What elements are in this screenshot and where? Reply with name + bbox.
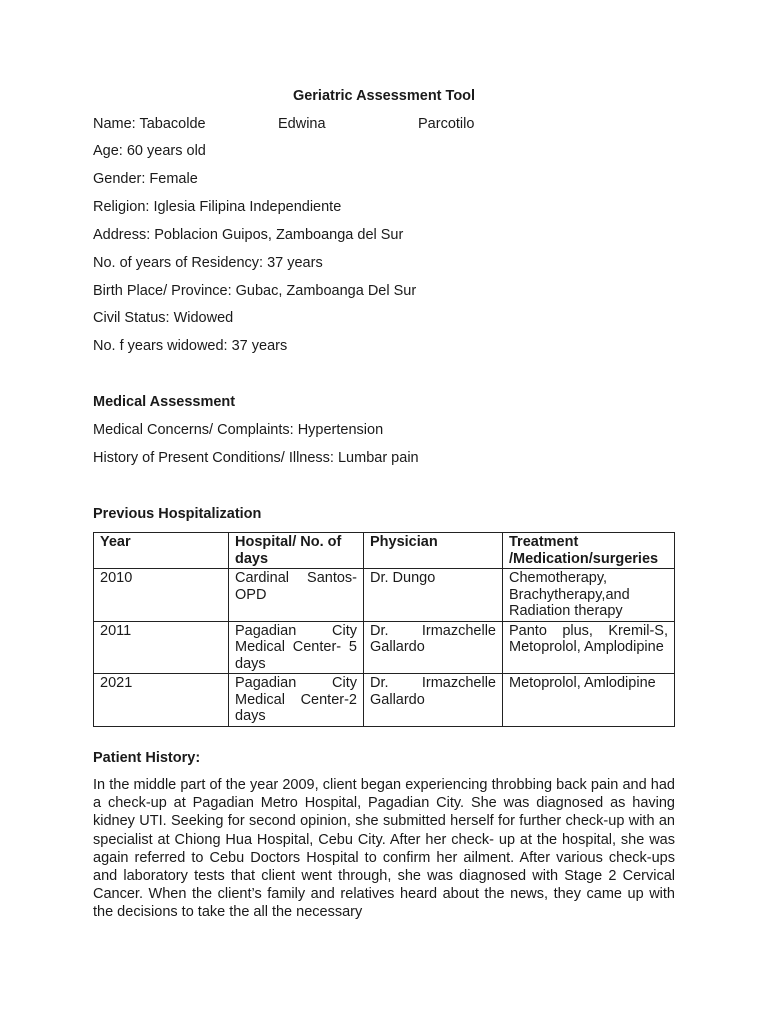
previous-hospitalization-heading: Previous Hospitalization xyxy=(93,506,262,522)
name-line xyxy=(93,116,675,132)
address-line: Address: Poblacion Guipos, Zamboanga del Sur xyxy=(93,227,404,243)
age-line: Age: 60 years old xyxy=(93,143,206,159)
patient-history-paragraph: In the middle part of the year 2009, client began experiencing throbbing back pain and had a check-up at Pagadian Metro Hospital, Pagadian City. She was diagnosed as having kidney UTI. Seeking for second opinion, she submitted herself for further check-up with an specialist at Chiong Hua Hospital, Cebu City. After her check- up at the hospital, she was again referred to Cebu Doctors Hospital to confirm her ailment. After various check-ups and laboratory tests that client went through, she was diagnosed with Stage 2 Cervical Cancer. When the client’s family and relatives heard about the news, they came up with the decisions to take the all the necessary xyxy=(93,777,675,921)
cell-treatment: Metoprolol, Amlodipine xyxy=(503,674,675,727)
name-first: Edwina xyxy=(278,116,326,132)
table-row xyxy=(94,569,675,622)
civil-status-line: Civil Status: Widowed xyxy=(93,310,234,326)
document-title: Geriatric Assessment Tool xyxy=(292,88,476,104)
residency-line: No. of years of Residency: 37 years xyxy=(93,255,323,271)
column-header-treatment: Treatment /Medication/surgeries xyxy=(503,533,675,569)
years-widowed-line: No. f years widowed: 37 years xyxy=(93,338,288,354)
patient-history-heading: Patient History: xyxy=(93,750,201,766)
cell-physician: Dr. Irmazchelle Gallardo xyxy=(364,674,503,727)
cell-hospital: Pagadian City Medical Center-2 days xyxy=(229,674,364,727)
column-header-year: Year xyxy=(94,533,229,569)
cell-physician: Dr. Dungo xyxy=(364,569,503,622)
religion-line: Religion: Iglesia Filipina Independiente xyxy=(93,199,342,215)
cell-year: 2010 xyxy=(94,569,229,622)
cell-treatment: Chemotherapy, Brachytherapy,and Radiation therapy xyxy=(503,569,675,622)
cell-treatment: Panto plus, Kremil-S, Metoprolol, Amplodipine xyxy=(503,621,675,674)
cell-hospital: Pagadian City Medical Center- 5 days xyxy=(229,621,364,674)
table-row xyxy=(94,621,675,674)
name-label: Name: Tabacolde xyxy=(93,116,206,132)
cell-year: 2011 xyxy=(94,621,229,674)
name-middle: Parcotilo xyxy=(418,116,475,132)
hospitalization-table xyxy=(93,532,675,727)
cell-physician: Dr. Irmazchelle Gallardo xyxy=(364,621,503,674)
table-row xyxy=(94,674,675,727)
column-header-physician: Physician xyxy=(364,533,503,569)
present-illness-line: History of Present Conditions/ Illness: Lumbar pain xyxy=(93,450,419,466)
cell-hospital: Cardinal Santos-OPD xyxy=(229,569,364,622)
column-header-hospital: Hospital/ No. of days xyxy=(229,533,364,569)
birthplace-line: Birth Place/ Province: Gubac, Zamboanga Del Sur xyxy=(93,283,417,299)
gender-line: Gender: Female xyxy=(93,171,198,187)
medical-assessment-heading: Medical Assessment xyxy=(93,394,236,410)
medical-concerns-line: Medical Concerns/ Complaints: Hypertension xyxy=(93,422,384,438)
cell-year: 2021 xyxy=(94,674,229,727)
table-header-row xyxy=(94,533,675,569)
